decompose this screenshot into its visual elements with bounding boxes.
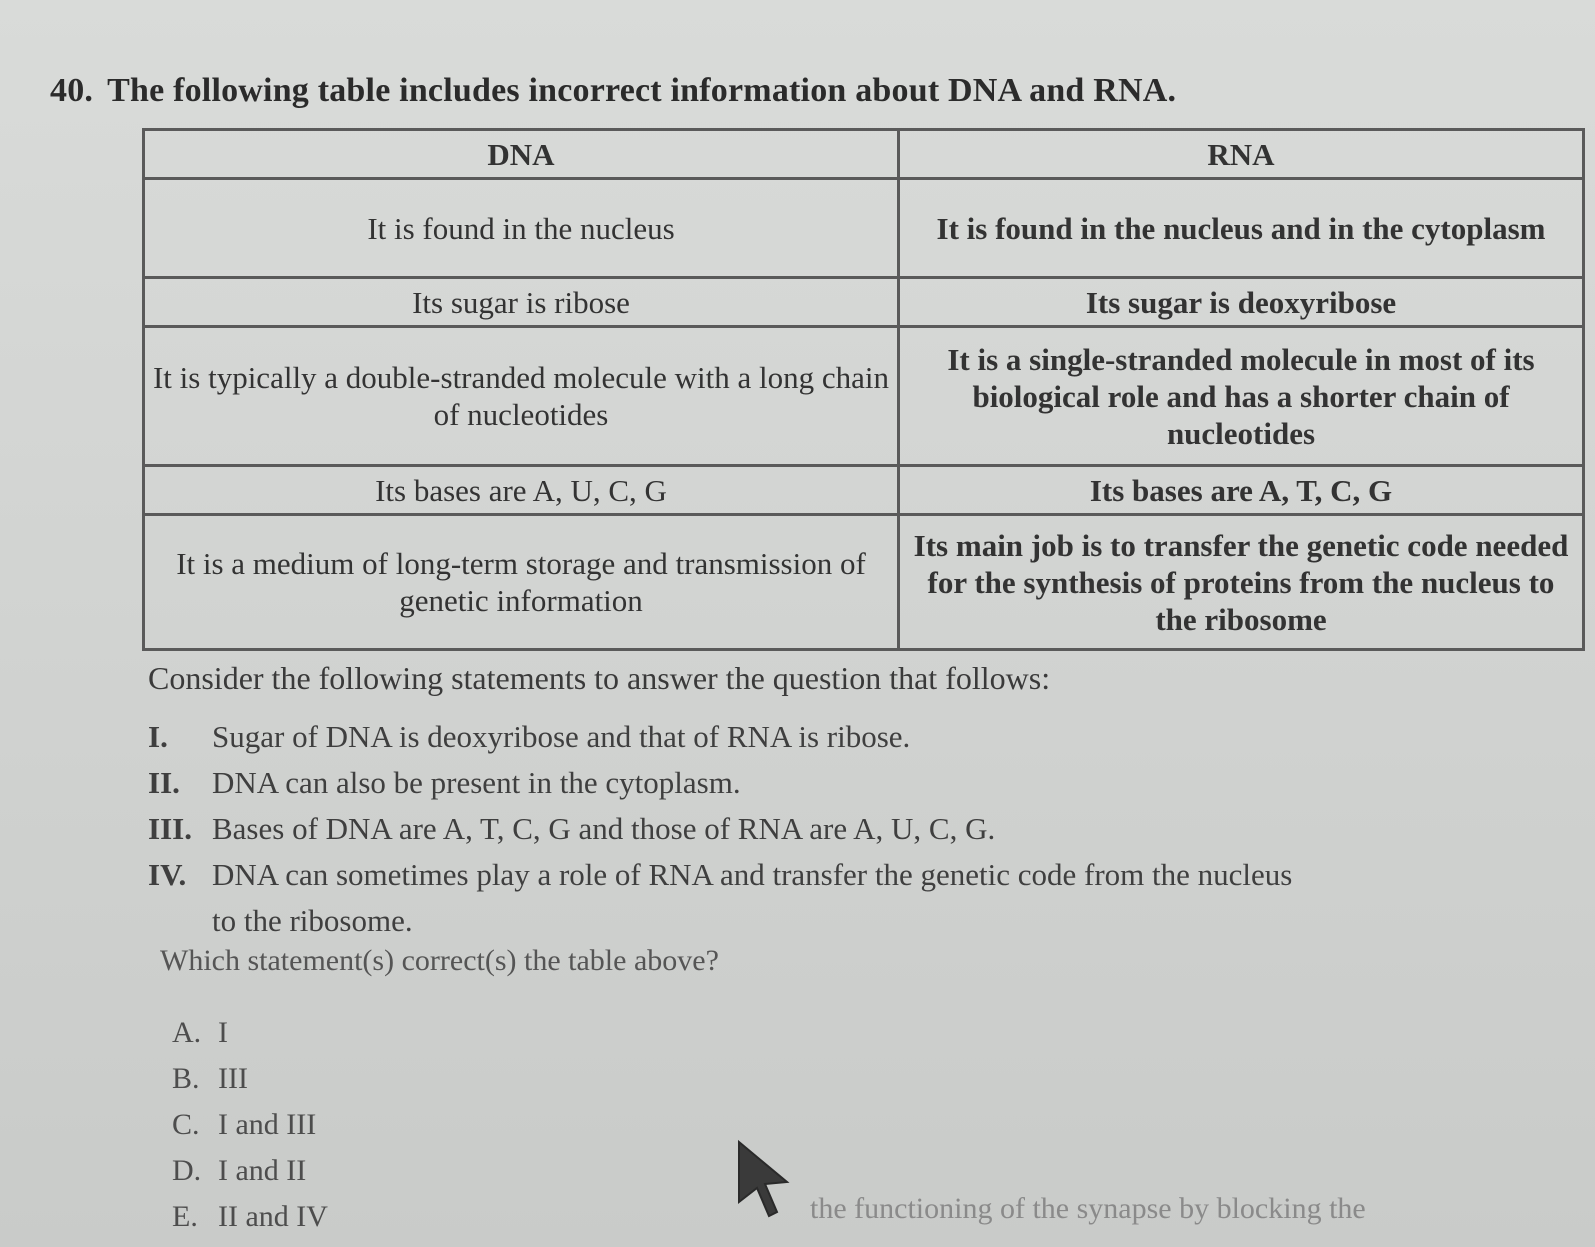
option-text: I and II bbox=[218, 1154, 307, 1187]
dna-rna-comparison-table bbox=[142, 128, 1585, 651]
rna-cell: It is found in the nucleus and in the cytoplasm bbox=[899, 179, 1584, 278]
option-letter: E. bbox=[172, 1200, 198, 1233]
statement-text: to the ribosome. bbox=[212, 903, 413, 938]
arrow-cursor-icon bbox=[735, 1138, 791, 1218]
option-text: I bbox=[218, 1016, 228, 1049]
statement-number: II. bbox=[148, 765, 180, 800]
statement-number: III. bbox=[148, 811, 192, 846]
statements-list bbox=[148, 714, 1528, 944]
cut-off-next-question-text: the functioning of the synapse by blocking the bbox=[810, 1192, 1366, 1225]
statements-prompt: Consider the following statements to answer the question that follows: bbox=[148, 660, 1051, 696]
statement-number: IV. bbox=[148, 857, 187, 892]
rna-cell: Its bases are A, T, C, G bbox=[899, 466, 1584, 515]
statement-text: Bases of DNA are A, T, C, G and those of RNA are A, U, C, G. bbox=[212, 811, 996, 846]
header-dna: DNA bbox=[144, 130, 899, 179]
dna-cell: It is a medium of long-term storage and transmission of genetic information bbox=[144, 515, 899, 650]
table-header-row bbox=[144, 130, 1584, 179]
option-text: II and IV bbox=[218, 1200, 328, 1233]
dna-cell: Its bases are A, U, C, G bbox=[144, 466, 899, 515]
rna-cell: It is a single-stranded molecule in most of its biological role and has a shorter chain of nucleotides bbox=[899, 327, 1584, 466]
answer-options bbox=[172, 1010, 328, 1240]
answer-option-c[interactable] bbox=[172, 1102, 328, 1148]
question-ask: Which statement(s) correct(s) the table above? bbox=[160, 944, 719, 977]
statement-item bbox=[148, 806, 1528, 852]
table-row bbox=[144, 278, 1584, 327]
statement-item bbox=[148, 714, 1528, 760]
statement-number: I. bbox=[148, 719, 168, 754]
table-row bbox=[144, 466, 1584, 515]
statement-item bbox=[148, 760, 1528, 806]
option-letter: C. bbox=[172, 1108, 200, 1141]
dna-cell: Its sugar is ribose bbox=[144, 278, 899, 327]
statement-item bbox=[148, 852, 1528, 898]
statement-text: Sugar of DNA is deoxyribose and that of RNA is ribose. bbox=[212, 719, 911, 754]
statement-continuation bbox=[148, 898, 1528, 944]
answer-option-d[interactable] bbox=[172, 1148, 328, 1194]
statement-text: DNA can also be present in the cytoplasm. bbox=[212, 765, 741, 800]
header-rna: RNA bbox=[899, 130, 1584, 179]
table-row bbox=[144, 179, 1584, 278]
rna-cell: Its main job is to transfer the genetic code needed for the synthesis of proteins from the nucleus to the ribosome bbox=[899, 515, 1584, 650]
answer-option-b[interactable] bbox=[172, 1056, 328, 1102]
option-letter: B. bbox=[172, 1062, 200, 1095]
option-text: I and III bbox=[218, 1108, 317, 1141]
table-row bbox=[144, 327, 1584, 466]
question-title bbox=[50, 72, 1176, 110]
question-number: 40. bbox=[50, 72, 94, 109]
option-letter: D. bbox=[172, 1154, 202, 1187]
option-text: III bbox=[218, 1062, 248, 1095]
question-text: The following table includes incorrect information about DNA and RNA. bbox=[107, 72, 1177, 109]
answer-option-a[interactable] bbox=[172, 1010, 328, 1056]
table-row bbox=[144, 515, 1584, 650]
option-letter: A. bbox=[172, 1016, 202, 1049]
dna-cell: It is typically a double-stranded molecule with a long chain of nucleotides bbox=[144, 327, 899, 466]
statement-text: DNA can sometimes play a role of RNA and transfer the genetic code from the nucleus bbox=[212, 857, 1293, 892]
rna-cell: Its sugar is deoxyribose bbox=[899, 278, 1584, 327]
answer-option-e[interactable] bbox=[172, 1194, 328, 1240]
dna-cell: It is found in the nucleus bbox=[144, 179, 899, 278]
